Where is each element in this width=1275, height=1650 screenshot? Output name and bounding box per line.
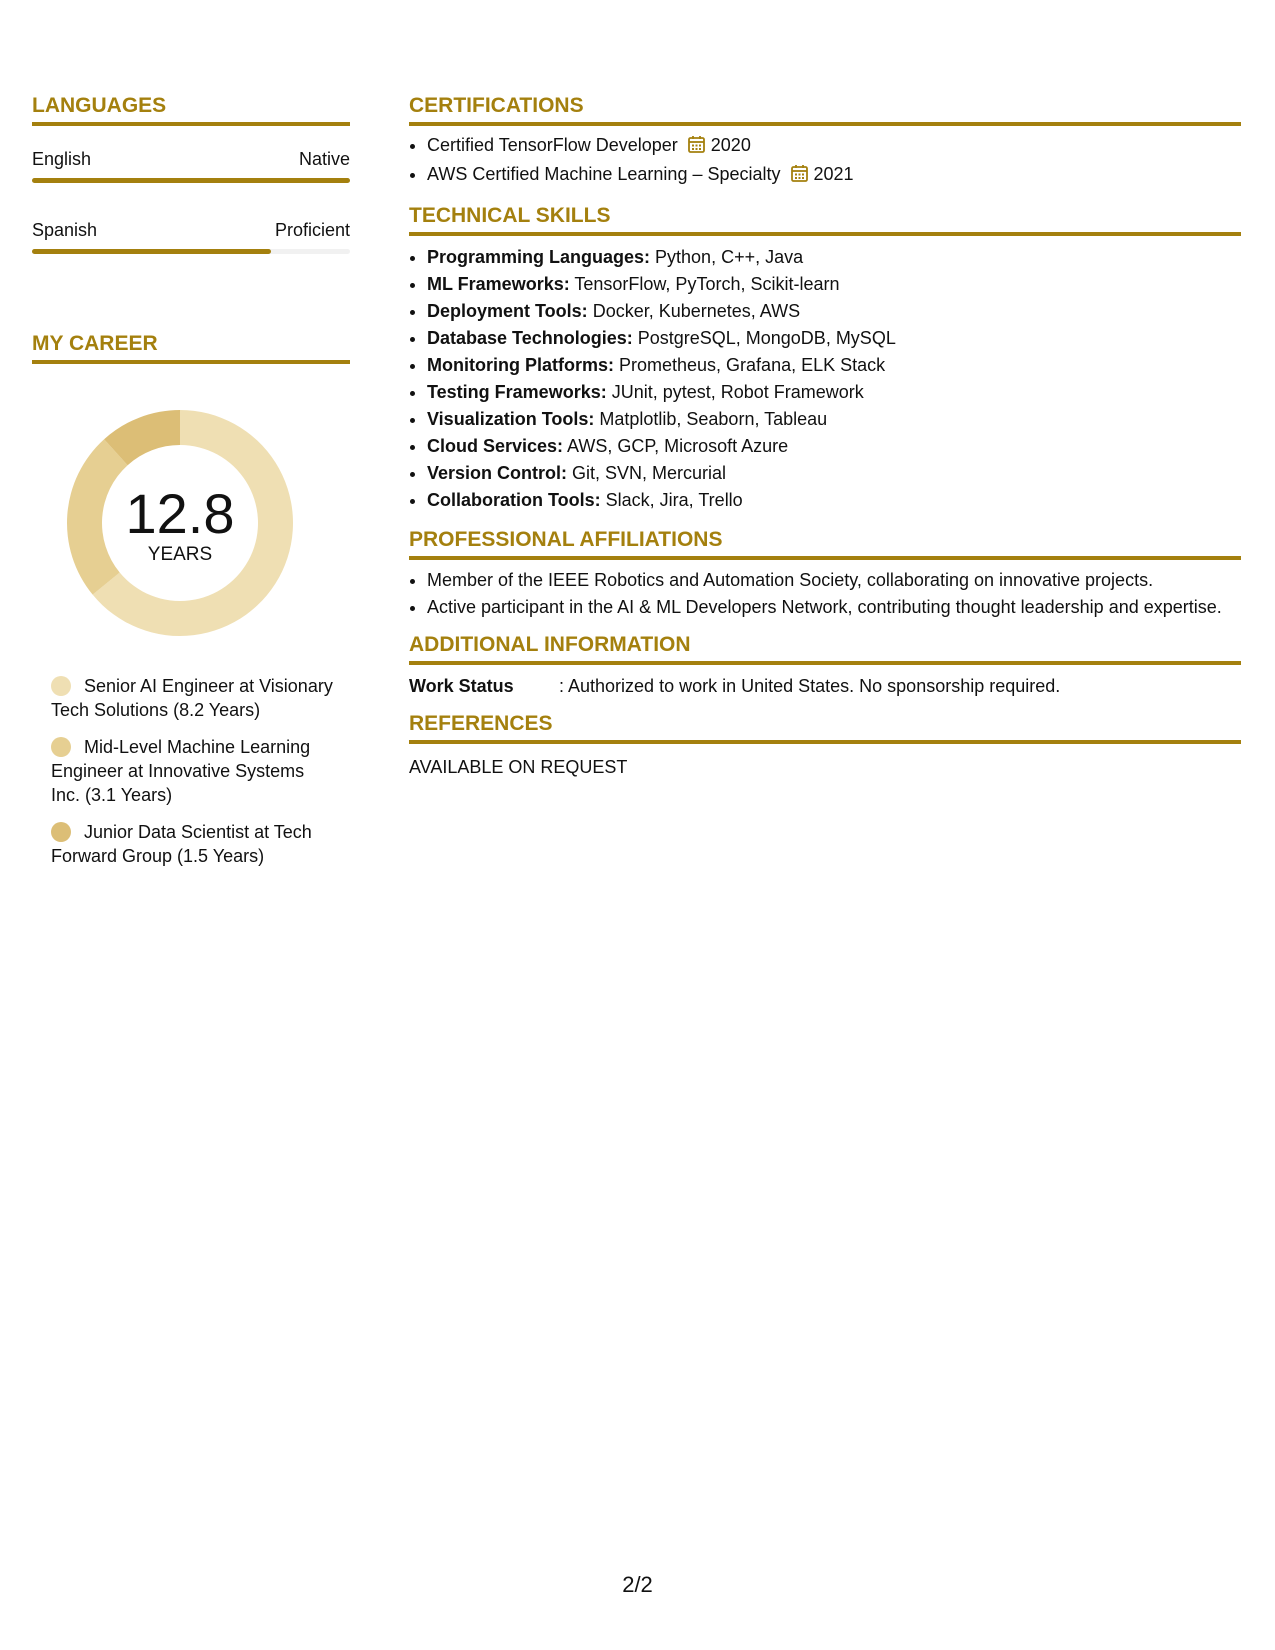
language-proficiency-bar xyxy=(32,178,350,183)
certification-year: 2021 xyxy=(813,164,854,184)
skill-values: Git, SVN, Mercurial xyxy=(567,463,727,483)
skill-item xyxy=(427,271,1241,298)
additional-section xyxy=(409,631,1241,698)
language-level: Native xyxy=(298,149,350,169)
language-item xyxy=(32,148,350,183)
calendar-icon xyxy=(688,134,705,161)
skill-item xyxy=(427,325,1241,352)
references-text: AVAILABLE ON REQUEST xyxy=(409,757,628,777)
skill-category: Programming Languages: xyxy=(427,247,651,267)
legend-dot-icon xyxy=(51,822,71,842)
skill-category: Database Technologies: xyxy=(427,328,633,348)
certification-year: 2020 xyxy=(710,135,751,155)
language-proficiency-fill xyxy=(32,249,271,254)
left-column xyxy=(32,92,350,881)
skill-values: Prometheus, Grafana, ELK Stack xyxy=(614,355,886,375)
work-status-label: Work Status xyxy=(409,676,514,696)
skill-values: TensorFlow, PyTorch, Scikit-learn xyxy=(569,274,840,294)
skill-category: Cloud Services: xyxy=(427,436,564,456)
references-heading: REFERENCES xyxy=(409,710,1241,744)
work-status-value: : Authorized to work in United States. No sponsorship required. xyxy=(559,676,1061,696)
certification-name: Certified TensorFlow Developer xyxy=(427,135,678,155)
language-name: Spanish xyxy=(32,220,98,240)
skill-category: Version Control: xyxy=(427,463,568,483)
affiliations-section xyxy=(409,526,1241,619)
additional-heading: ADDITIONAL INFORMATION xyxy=(409,631,1241,665)
skill-item xyxy=(427,379,1241,406)
skill-item xyxy=(427,244,1241,271)
career-donut-chart xyxy=(65,408,295,638)
skill-values: Matplotlib, Seaborn, Tableau xyxy=(594,409,828,429)
skill-category: Visualization Tools: xyxy=(427,409,595,429)
references-section xyxy=(409,710,1241,779)
skill-category: ML Frameworks: xyxy=(427,274,570,294)
language-item xyxy=(32,219,350,254)
right-column xyxy=(409,92,1241,779)
skills-section xyxy=(409,202,1241,514)
skills-list xyxy=(409,244,1241,514)
affiliation-item: • Active participant in the AI & ML Developers Network, contributing thought leadership and expertise. xyxy=(427,595,1241,619)
affiliations-list xyxy=(409,568,1241,619)
skill-category: Monitoring Platforms: xyxy=(427,355,614,375)
career-role-label: Junior Data Scientist at Tech Forward Group (1.5 Years) xyxy=(51,822,312,866)
career-heading: MY CAREER xyxy=(32,330,350,364)
skill-values: Python, C++, Java xyxy=(650,247,804,267)
certifications-heading: CERTIFICATIONS xyxy=(409,92,1241,126)
certification-item xyxy=(427,161,1241,190)
page-number: 2/2 xyxy=(622,1572,653,1597)
career-legend-item xyxy=(51,674,336,722)
skill-category: Testing Frameworks: xyxy=(427,382,607,402)
skill-category: Deployment Tools: xyxy=(427,301,588,321)
skill-values: Docker, Kubernetes, AWS xyxy=(587,301,801,321)
skill-item xyxy=(427,406,1241,433)
skills-heading: TECHNICAL SKILLS xyxy=(409,202,1241,236)
career-legend xyxy=(51,674,336,868)
language-proficiency-fill xyxy=(32,178,350,183)
skill-category: Collaboration Tools: xyxy=(427,490,601,510)
career-years-unit: YEARS xyxy=(147,544,213,565)
skill-values: AWS, GCP, Microsoft Azure xyxy=(563,436,789,456)
languages-heading: LANGUAGES xyxy=(32,92,350,126)
career-legend-item xyxy=(51,820,336,868)
career-role-label: Senior AI Engineer at Visionary Tech Solutions (8.2 Years) xyxy=(51,676,333,720)
skill-item xyxy=(427,298,1241,325)
legend-dot-icon xyxy=(51,737,71,757)
affiliations-heading: PROFESSIONAL AFFILIATIONS xyxy=(409,526,1241,560)
career-legend-item xyxy=(51,735,336,807)
skill-values: JUnit, pytest, Robot Framework xyxy=(606,382,864,402)
affiliation-item: • Member of the IEEE Robotics and Automation Society, collaborating on innovative projects. xyxy=(427,568,1241,592)
skill-item xyxy=(427,433,1241,460)
skill-values: Slack, Jira, Trello xyxy=(600,490,743,510)
skill-values: PostgreSQL, MongoDB, MySQL xyxy=(632,328,896,348)
language-level: Proficient xyxy=(274,220,350,240)
certification-item xyxy=(427,132,1241,161)
career-role-label: Mid-Level Machine Learning Engineer at Innovative Systems Inc. (3.1 Years) xyxy=(51,737,311,805)
language-proficiency-bar xyxy=(32,249,350,254)
calendar-icon xyxy=(791,163,808,190)
career-total-years: 12.8 xyxy=(125,482,235,545)
legend-dot-icon xyxy=(51,676,71,696)
skill-item xyxy=(427,460,1241,487)
certification-name: AWS Certified Machine Learning – Specialty xyxy=(427,164,781,184)
language-name: English xyxy=(32,149,92,169)
certifications-list xyxy=(409,132,1241,190)
skill-item xyxy=(427,352,1241,379)
work-status-row xyxy=(409,674,1241,698)
skill-item xyxy=(427,487,1241,514)
